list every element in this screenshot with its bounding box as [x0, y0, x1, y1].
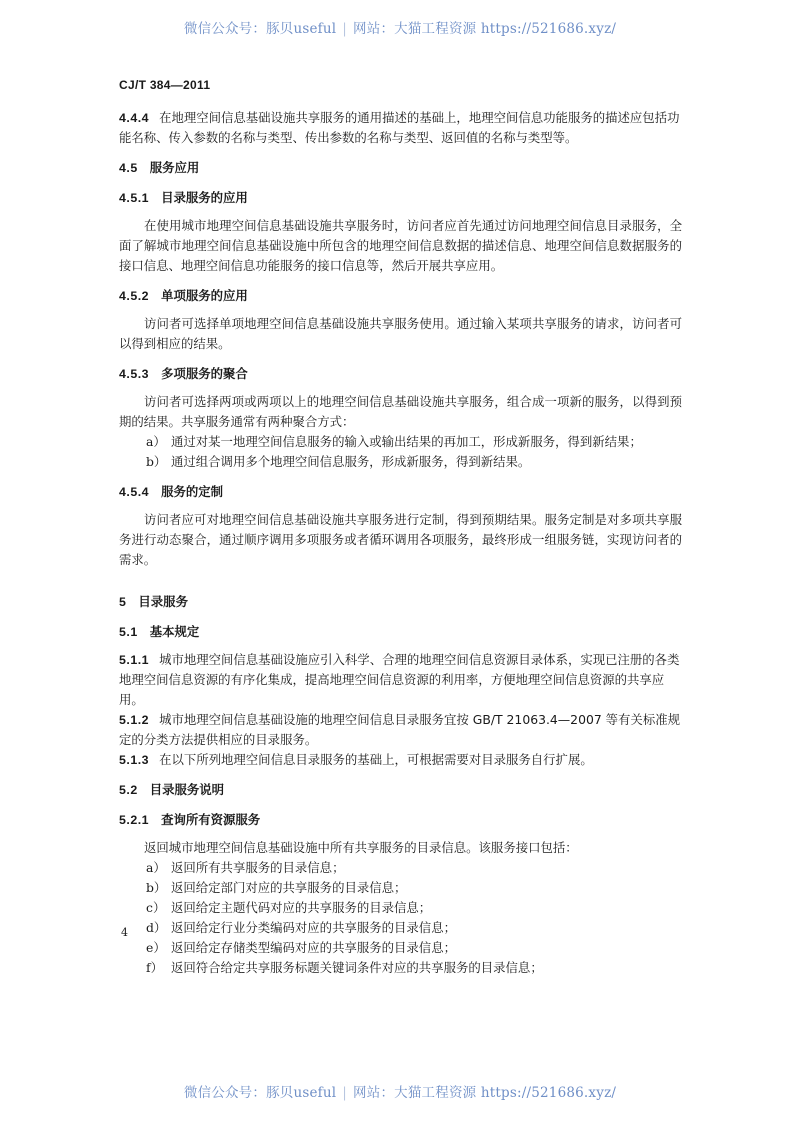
list-marker: b） [146, 880, 167, 895]
heading-5-1 [119, 622, 682, 642]
heading-5-2-1 [119, 810, 682, 830]
heading-title: 基本规定 [149, 624, 200, 639]
clause-number: 4.4.4 [119, 111, 150, 125]
heading-number: 4.5.1 [119, 191, 150, 205]
clause-number: 5.1.2 [119, 713, 150, 727]
heading-number: 5.1 [119, 625, 138, 639]
watermark-right: 网站：大猫工程资源 https://521686.xyz/ [353, 21, 617, 37]
heading-title: 查询所有资源服务 [161, 812, 261, 827]
clause-text: 城市地理空间信息基础设施应引入科学、合理的地理空间信息资源目录体系，实现已注册的各类地理空间信息资源的有序化集成，提高地理空间信息资源的利用率，方便地理空间信息资源的共享应用。 [119, 652, 680, 707]
watermark-separator: | [342, 21, 348, 37]
clause-text: 在地理空间信息基础设施共享服务的通用描述的基础上，地理空间信息功能服务的描述应包括功能名称、传入参数的名称与类型、传出参数的名称与类型、返回值的名称与类型等。 [119, 110, 680, 145]
heading-4-5-2 [119, 286, 682, 306]
heading-number: 5.2.1 [119, 813, 150, 827]
clause-5-1-2 [119, 710, 682, 750]
clause-text: 城市地理空间信息基础设施的地理空间信息目录服务宜按 GB/T 21063.4—2007 等有关标准规定的分类方法提供相应的目录服务。 [119, 712, 680, 747]
clause-4-4-4 [119, 108, 682, 148]
list-marker: b） [146, 454, 167, 469]
watermark-top [0, 17, 800, 37]
list-text: 返回给定主题代码对应的共享服务的目录信息； [171, 900, 432, 915]
clause-5-1-1 [119, 650, 682, 710]
heading-4-5-3 [119, 364, 682, 384]
clause-text: 在以下所列地理空间信息目录服务的基础上，可根据需要对目录服务自行扩展。 [159, 752, 593, 767]
list-text: 通过组合调用多个地理空间信息服务，形成新服务，得到新结果。 [171, 454, 531, 469]
paragraph-4-5-1: 在使用城市地理空间信息基础设施共享服务时，访问者应首先通过访问地理空间信息目录服务，全面了解城市地理空间信息基础设施中所包含的地理空间信息数据的描述信息、地理空间信息数据服务的接口信息、地理空间信息功能服务的接口信息等，然后开展共享应用。 [119, 218, 682, 273]
list-text: 返回给定部门对应的共享服务的目录信息； [171, 880, 407, 895]
list-text: 返回符合给定共享服务标题关键词条件对应的共享服务的目录信息； [171, 960, 543, 975]
list-marker: a） [146, 860, 166, 875]
heading-title: 目录服务 [138, 594, 188, 609]
heading-title: 单项服务的应用 [161, 288, 248, 303]
heading-number: 5 [119, 595, 127, 609]
clause-number: 5.1.3 [119, 753, 150, 767]
heading-number: 4.5.2 [119, 289, 150, 303]
document-body [119, 108, 682, 978]
heading-number: 4.5.4 [119, 485, 150, 499]
paragraph-4-5-3: 访问者可选择两项或两项以上的地理空间信息基础设施共享服务，组合成一项新的服务，以得到预期的结果。共享服务通常有两种聚合方式： [119, 394, 682, 429]
heading-number: 4.5 [119, 161, 138, 175]
standard-code: CJ/T 384—2011 [119, 78, 211, 92]
list-marker: d） [146, 920, 167, 935]
paragraph-4-5-2: 访问者可选择单项地理空间信息基础设施共享服务使用。通过输入某项共享服务的请求，访问者可以得到相应的结果。 [119, 316, 682, 351]
heading-5-2 [119, 780, 682, 800]
clause-number: 5.1.1 [119, 653, 150, 667]
heading-title: 服务的定制 [161, 484, 224, 499]
heading-4-5-1 [119, 188, 682, 208]
list-text: 返回给定行业分类编码对应的共享服务的目录信息； [171, 920, 456, 935]
heading-title: 目录服务说明 [149, 782, 225, 797]
heading-4-5-4 [119, 482, 682, 502]
heading-title: 服务应用 [149, 160, 200, 175]
watermark-left: 微信公众号：豚贝useful [183, 21, 337, 37]
clause-5-1-3 [119, 750, 682, 770]
page-number: 4 [121, 926, 128, 939]
watermark-left: 微信公众号：豚贝useful [183, 1085, 337, 1101]
list-item [119, 958, 682, 978]
watermark-bottom [0, 1081, 800, 1101]
list-item [119, 452, 682, 472]
paragraph-5-2-1: 返回城市地理空间信息基础设施中所有共享服务的目录信息。该服务接口包括： [144, 840, 578, 855]
paragraph-4-5-4: 访问者应可对地理空间信息基础设施共享服务进行定制，得到预期结果。服务定制是对多项共享服务进行动态聚合，通过顺序调用多项服务或者循环调用各项服务，最终形成一组服务链，实现访问者的需求。 [119, 512, 682, 567]
list-text: 返回所有共享服务的目录信息； [171, 860, 345, 875]
watermark-right: 网站：大猫工程资源 https://521686.xyz/ [353, 1085, 617, 1101]
heading-title: 多项服务的聚合 [161, 366, 248, 381]
heading-5 [119, 592, 682, 612]
list-item [119, 898, 682, 918]
heading-number: 5.2 [119, 783, 138, 797]
list-marker: a） [146, 434, 166, 449]
heading-title: 目录服务的应用 [161, 190, 248, 205]
list-item [119, 432, 682, 452]
list-text: 返回给定存储类型编码对应的共享服务的目录信息； [171, 940, 456, 955]
list-marker: f） [146, 960, 163, 975]
list-item [119, 858, 682, 878]
list-item [119, 878, 682, 898]
list-marker: c） [146, 900, 166, 915]
list-marker: e） [146, 940, 166, 955]
heading-4-5 [119, 158, 682, 178]
watermark-separator: | [342, 1085, 348, 1101]
list-text: 通过对某一地理空间信息服务的输入或输出结果的再加工，形成新服务，得到新结果； [171, 434, 642, 449]
heading-number: 4.5.3 [119, 367, 150, 381]
list-item [119, 918, 682, 938]
list-item [119, 938, 682, 958]
